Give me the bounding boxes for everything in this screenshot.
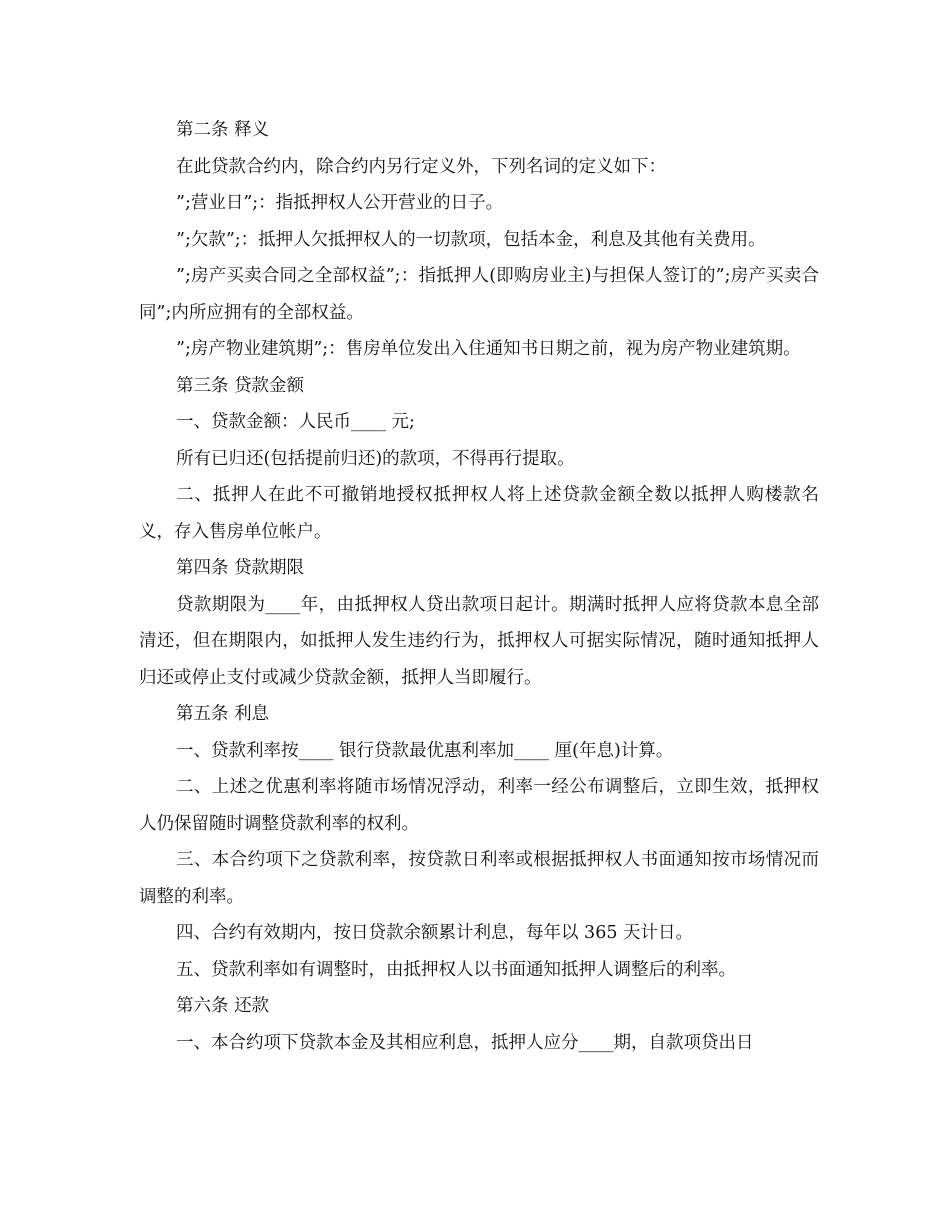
- paragraph: 三、本合约项下之贷款利率，按贷款日利率或根据抵押权人书面通知按市场情况而调整的利率。: [139, 850, 819, 907]
- section-heading-article-2: 第二条 释义: [176, 120, 270, 140]
- document-body: [139, 112, 819, 1061]
- paragraph: 一、贷款金额：人民币____ 元;: [176, 412, 415, 432]
- paragraph: ”;营业日”;：指抵押权人公开营业的日子。: [176, 193, 504, 213]
- paragraph: 二、抵押人在此不可撤销地授权抵押权人将上述贷款金额全数以抵押人购楼款名义，存入售房单位帐户。: [139, 485, 819, 542]
- section-heading-article-6: 第六条 还款: [176, 996, 270, 1016]
- section-heading-article-5: 第五条 利息: [176, 704, 270, 724]
- paragraph: 五、贷款利率如有调整时，由抵押权人以书面通知抵押人调整后的利率。: [176, 959, 736, 980]
- paragraph: 二、上述之优惠利率将随市场情况浮动，利率一经公布调整后，立即生效，抵押权人仍保留随时调整贷款利率的权利。: [139, 777, 819, 834]
- paragraph: ”;房产买卖合同之全部权益”;：指抵押人(即购房业主)与担保人签订的”;房产买卖合同”;内所应拥有的全部权益。: [139, 266, 819, 323]
- paragraph: 一、贷款利率按____ 银行贷款最优惠利率加____ 厘(年息)计算。: [176, 740, 674, 761]
- paragraph: 一、本合约项下贷款本金及其相应利息，抵押人应分____期，自款项贷出日: [176, 1032, 754, 1053]
- paragraph: 贷款期限为____年，由抵押权人贷出款项日起计。期满时抵押人应将贷款本息全部清还，但在期限内，如抵押人发生违约行为，抵押权人可据实际情况，随时通知抵押人归还或停止支付或减少贷款金额，抵押人当即履行。: [139, 594, 819, 688]
- paragraph: ”;欠款”;：抵押人欠抵押权人的一切款项，包括本金，利息及其他有关费用。: [176, 229, 766, 250]
- paragraph: ”;房产物业建筑期”;：售房单位发出入住通知书日期之前，视为房产物业建筑期。: [176, 339, 801, 359]
- paragraph: 四、合约有效期内，按日贷款余额累计利息，每年以 365 天计日。: [176, 923, 694, 943]
- paragraph: 在此贷款合约内，除合约内另行定义外，下列名词的定义如下：: [176, 156, 666, 177]
- section-heading-article-3: 第三条 贷款金额: [176, 375, 305, 396]
- paragraph: 所有已归还(包括提前归还)的款项，不得再行提取。: [176, 448, 575, 469]
- section-heading-article-4: 第四条 贷款期限: [176, 558, 305, 578]
